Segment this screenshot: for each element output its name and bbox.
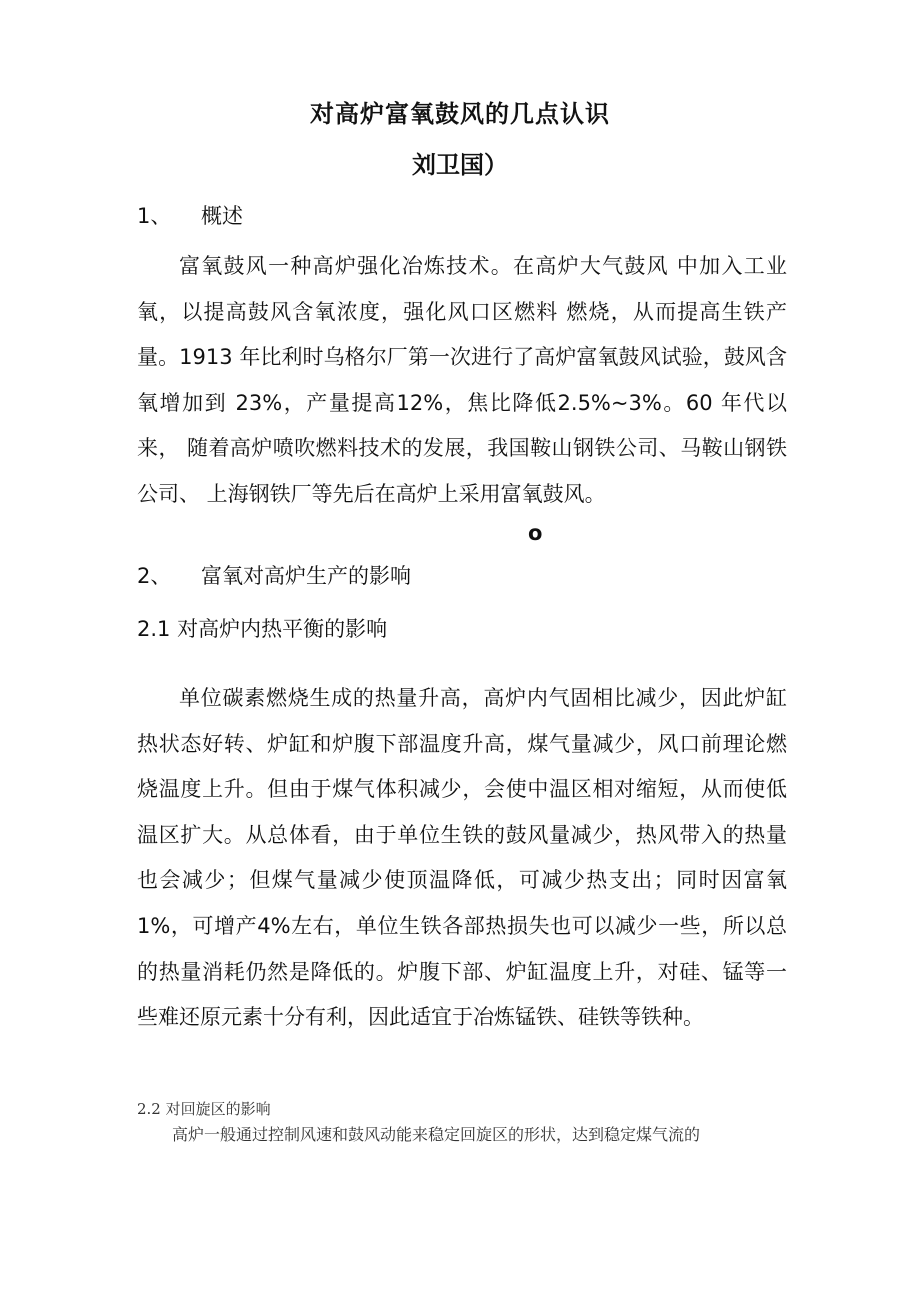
subsection-2-1-paragraph: 单位碳素燃烧生成的热量升高，高炉内气固相比减少，因此炉缸热状态好转、炉缸和炉腹下部温度升高，煤气量减少，风口前理论燃烧温度上升。但由于煤气体积减少，会使中温区相对缩短，从而使低温区扩大。从总体看，由于单位生铁的鼓风量减少，热风带入的热量也会减少；但煤气量减少使顶温降低，可减少热支出；同时因富氧1%，可增产4%左右，单位生铁各部热损失也可以减少一些，所以总的热量消耗仍然是降低的。炉腹下部、炉缸温度上升，对硅、锰等一些难还原元素十分有利，因此适宜于冶炼锰铁、硅铁等铁种。 — [137, 686, 787, 1030]
section-2-number: 2、 — [137, 564, 172, 588]
stray-mark: o — [528, 521, 543, 545]
section-2-title: 富氧对高炉生产的影响 — [201, 564, 411, 588]
document-title: 对高炉富氧鼓风的几点认识 — [310, 100, 610, 128]
section-1-number: 1、 — [137, 204, 172, 228]
section-1-heading — [137, 201, 243, 231]
section-2-heading — [137, 561, 411, 591]
subsection-2-2-heading: 2.2 对回旋区的影响 — [137, 1100, 271, 1118]
document-author: 刘卫国） — [412, 151, 508, 179]
subsection-2-2-paragraph: 高炉一般通过控制风速和鼓风动能来稳定回旋区的形状，达到稳定煤气流的 — [172, 1125, 701, 1144]
section-1-paragraph: 富氧鼓风一种高炉强化冶炼技术。在高炉大气鼓风 中加入工业氧，以提高鼓风含氧浓度，强化风口区燃料 燃烧，从而提高生铁产量。1913 年比利时乌格尔厂第一次进行了高炉富氧鼓风试验，鼓风含氧增加到 23%，产量提高12%，焦比降低2.5%~3%。60 年代以来， 随着高炉喷吹燃料技术的发展，我国鞍山钢铁公司、马鞍山钢铁公司、 上海钢铁厂等先后在高炉上采用富氧鼓风。 — [137, 254, 787, 506]
section-1-title: 概述 — [201, 204, 243, 228]
subsection-2-1-heading: 2.1 对高炉内热平衡的影响 — [137, 617, 388, 641]
